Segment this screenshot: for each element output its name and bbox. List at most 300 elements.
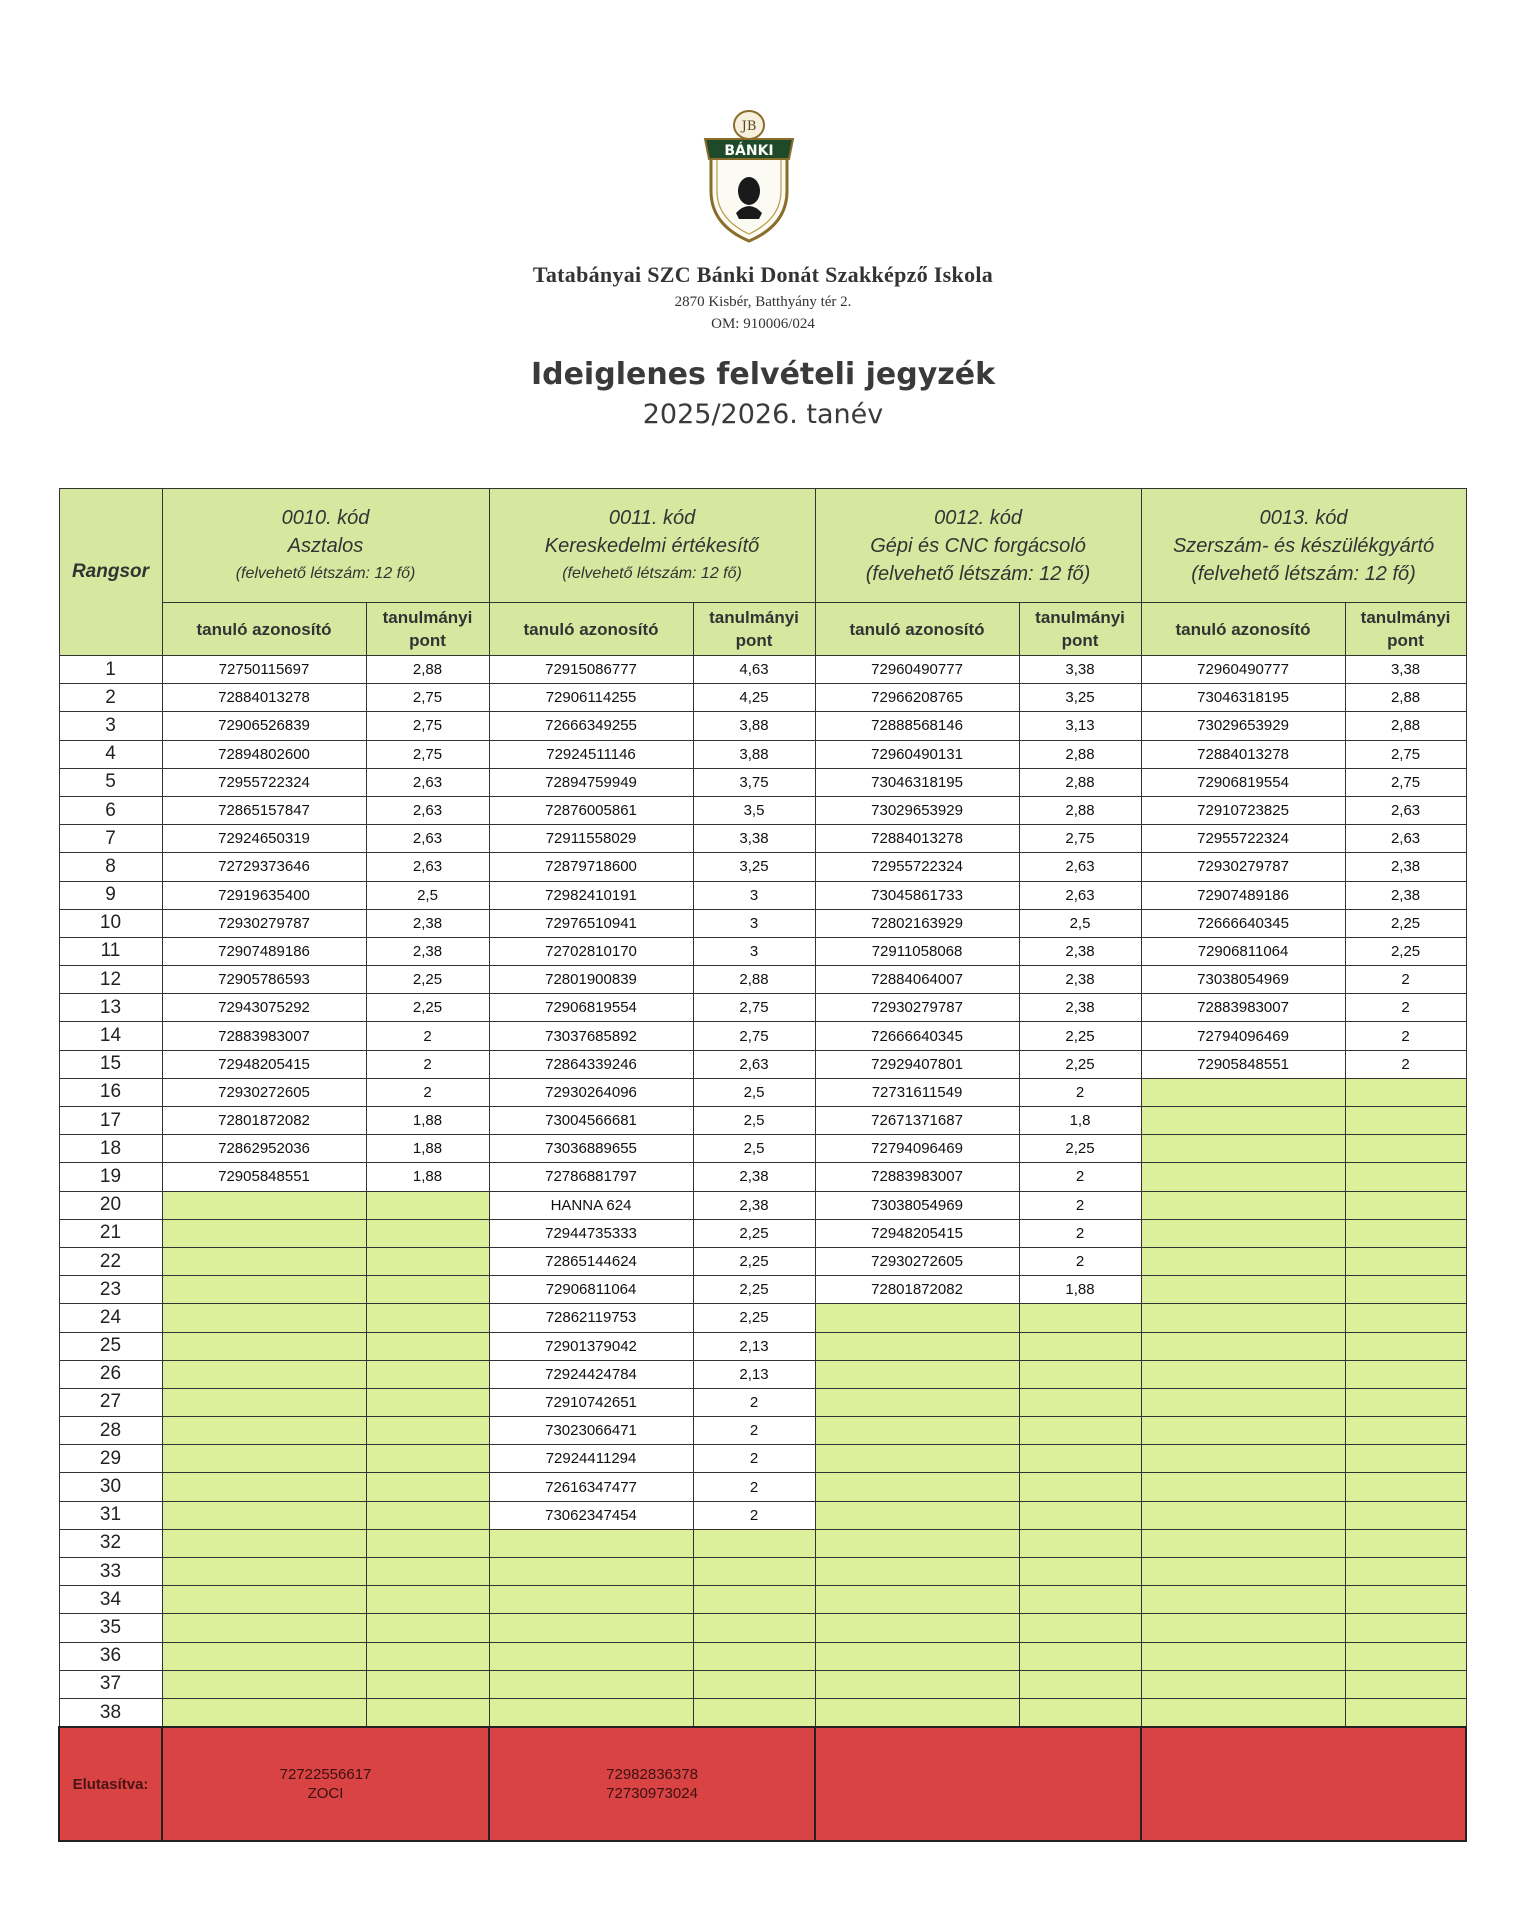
score-cell: 2,25: [1345, 937, 1466, 965]
student-id-cell: 73029653929: [815, 796, 1019, 824]
program-header-0013: [1141, 489, 1466, 603]
score-cell: [366, 1642, 489, 1670]
score-cell: 2,38: [693, 1191, 815, 1219]
rejected-label: Elutasítva:: [59, 1727, 162, 1841]
rank-cell: 22: [59, 1247, 162, 1275]
score-cell: [1019, 1417, 1141, 1445]
score-cell: 2,75: [693, 1022, 815, 1050]
student-id-cell: HANNA 624: [489, 1191, 693, 1219]
rank-cell: 12: [59, 966, 162, 994]
score-cell: 2,75: [693, 994, 815, 1022]
rank-header: Rangsor: [59, 489, 162, 656]
student-id-cell: [815, 1670, 1019, 1698]
student-id-cell: 72924511146: [489, 740, 693, 768]
rank-cell: 24: [59, 1304, 162, 1332]
student-id-cell: 72864339246: [489, 1050, 693, 1078]
table-row: [59, 966, 1466, 994]
student-id-header: tanuló azonosító: [162, 603, 366, 656]
student-id-cell: 72955722324: [1141, 825, 1345, 853]
score-cell: [1345, 1078, 1466, 1106]
student-id-cell: [162, 1276, 366, 1304]
student-id-cell: [162, 1417, 366, 1445]
student-id-cell: 73046318195: [1141, 684, 1345, 712]
rank-cell: 10: [59, 909, 162, 937]
student-id-cell: 72955722324: [162, 768, 366, 796]
score-cell: 2: [1345, 966, 1466, 994]
score-cell: [366, 1417, 489, 1445]
student-id-cell: 72884013278: [815, 825, 1019, 853]
student-id-cell: 72910723825: [1141, 796, 1345, 824]
score-cell: [1345, 1417, 1466, 1445]
student-id-cell: 72801872082: [162, 1107, 366, 1135]
rejected-cell: [815, 1727, 1141, 1841]
table-row: [59, 909, 1466, 937]
score-cell: 2: [693, 1445, 815, 1473]
program-name: Asztalos: [287, 534, 364, 557]
score-cell: [1345, 1614, 1466, 1642]
score-cell: 2: [693, 1388, 815, 1416]
program-header-0012: [815, 489, 1141, 603]
table-row: [59, 881, 1466, 909]
rank-cell: 7: [59, 825, 162, 853]
student-id-cell: 73038054969: [1141, 966, 1345, 994]
score-cell: 3,25: [693, 853, 815, 881]
program-name: Gépi és CNC forgácsoló: [870, 534, 1086, 557]
score-cell: 2: [693, 1473, 815, 1501]
score-cell: [1345, 1332, 1466, 1360]
score-cell: [1019, 1670, 1141, 1698]
score-cell: 2,13: [693, 1360, 815, 1388]
rank-cell: 20: [59, 1191, 162, 1219]
student-id-cell: [815, 1304, 1019, 1332]
student-id-cell: [815, 1698, 1019, 1727]
score-cell: 2,38: [1019, 937, 1141, 965]
student-id-cell: [1141, 1529, 1345, 1557]
table-row: [59, 1360, 1466, 1388]
score-cell: 2: [366, 1022, 489, 1050]
score-cell: 2,88: [693, 966, 815, 994]
score-cell: 2: [1019, 1219, 1141, 1247]
student-id-cell: [489, 1558, 693, 1586]
student-id-cell: [162, 1247, 366, 1275]
student-id-cell: [162, 1360, 366, 1388]
student-id-cell: [1141, 1473, 1345, 1501]
rank-cell: 1: [59, 656, 162, 684]
score-cell: 3,38: [1019, 656, 1141, 684]
rejected-cell: [162, 1727, 489, 1841]
score-cell: [1345, 1107, 1466, 1135]
student-id-cell: 72794096469: [815, 1135, 1019, 1163]
student-id-cell: 72915086777: [489, 656, 693, 684]
table-row: [59, 1445, 1466, 1473]
program-name: Szerszám- és készülékgyártó: [1172, 534, 1435, 557]
table-row: [59, 712, 1466, 740]
student-id-cell: 72894759949: [489, 768, 693, 796]
score-cell: 2,63: [366, 853, 489, 881]
score-cell: 2: [1019, 1163, 1141, 1191]
score-cell: 2: [693, 1501, 815, 1529]
table-row: [59, 1501, 1466, 1529]
score-cell: 2,75: [366, 684, 489, 712]
student-id-cell: 72907489186: [1141, 881, 1345, 909]
student-id-cell: 72883983007: [1141, 994, 1345, 1022]
score-cell: 2,13: [693, 1332, 815, 1360]
score-cell: [693, 1670, 815, 1698]
table-row: [59, 1191, 1466, 1219]
student-id-cell: [1141, 1276, 1345, 1304]
score-cell: [1345, 1642, 1466, 1670]
score-cell: 1,88: [1019, 1276, 1141, 1304]
score-cell: 2,38: [1345, 881, 1466, 909]
table-row: [59, 1078, 1466, 1106]
student-id-cell: 72924411294: [489, 1445, 693, 1473]
program-capacity: (felvehető létszám: 12 fő): [235, 564, 416, 582]
student-id-cell: 72960490777: [815, 656, 1019, 684]
rejected-row: [59, 1727, 1466, 1841]
student-id-cell: [162, 1529, 366, 1557]
student-id-cell: [1141, 1642, 1345, 1670]
score-cell: 2,38: [1019, 966, 1141, 994]
student-id-cell: 72905848551: [1141, 1050, 1345, 1078]
student-id-cell: 72930272605: [162, 1078, 366, 1106]
score-cell: [1345, 1219, 1466, 1247]
score-cell: [1345, 1473, 1466, 1501]
score-cell: [693, 1614, 815, 1642]
score-cell: 2,25: [366, 966, 489, 994]
student-id-cell: 72943075292: [162, 994, 366, 1022]
score-cell: 4,63: [693, 656, 815, 684]
score-cell: 3,13: [1019, 712, 1141, 740]
student-id-cell: [162, 1558, 366, 1586]
student-id-cell: 72976510941: [489, 909, 693, 937]
score-cell: [1345, 1670, 1466, 1698]
rank-cell: 23: [59, 1276, 162, 1304]
score-header: tanulmányi pont: [366, 603, 489, 656]
score-cell: 2,25: [366, 994, 489, 1022]
student-id-cell: 72960490131: [815, 740, 1019, 768]
student-id-cell: 73038054969: [815, 1191, 1019, 1219]
score-cell: [366, 1473, 489, 1501]
student-id-cell: [1141, 1501, 1345, 1529]
student-id-cell: 72960490777: [1141, 656, 1345, 684]
score-cell: 2,5: [366, 881, 489, 909]
score-cell: 2,25: [693, 1247, 815, 1275]
student-id-cell: 72888568146: [815, 712, 1019, 740]
admission-table: [58, 488, 1467, 1842]
score-cell: 2,38: [366, 909, 489, 937]
score-cell: 1,8: [1019, 1107, 1141, 1135]
student-id-cell: 72955722324: [815, 853, 1019, 881]
score-cell: 2,63: [366, 825, 489, 853]
student-id-cell: [489, 1614, 693, 1642]
score-cell: [1019, 1614, 1141, 1642]
student-id-cell: 72884013278: [162, 684, 366, 712]
student-id-cell: 72966208765: [815, 684, 1019, 712]
score-cell: [1345, 1558, 1466, 1586]
student-id-cell: 72911058068: [815, 937, 1019, 965]
score-cell: 2: [693, 1417, 815, 1445]
score-cell: 2,75: [1019, 825, 1141, 853]
score-cell: 2,5: [693, 1107, 815, 1135]
student-id-cell: [489, 1529, 693, 1557]
student-id-cell: 72930279787: [815, 994, 1019, 1022]
student-id-cell: 72906526839: [162, 712, 366, 740]
student-id-cell: 72883983007: [815, 1163, 1019, 1191]
score-cell: [366, 1332, 489, 1360]
score-cell: 2,38: [693, 1163, 815, 1191]
score-cell: 3,25: [1019, 684, 1141, 712]
student-id-cell: 72894802600: [162, 740, 366, 768]
table-row: [59, 994, 1466, 1022]
rank-cell: 19: [59, 1163, 162, 1191]
score-cell: 2,63: [693, 1050, 815, 1078]
table-row: [59, 1276, 1466, 1304]
score-cell: [366, 1191, 489, 1219]
student-id-cell: [162, 1388, 366, 1416]
score-cell: 2,88: [1019, 768, 1141, 796]
student-id-cell: 72930279787: [162, 909, 366, 937]
score-cell: 2,25: [1019, 1050, 1141, 1078]
student-id-cell: [1141, 1417, 1345, 1445]
score-cell: 2: [366, 1050, 489, 1078]
score-cell: 2,88: [1345, 712, 1466, 740]
student-id-cell: 72930272605: [815, 1247, 1019, 1275]
student-id-cell: 72924424784: [489, 1360, 693, 1388]
table-row: [59, 1022, 1466, 1050]
score-cell: [366, 1529, 489, 1557]
score-cell: 2,25: [693, 1304, 815, 1332]
rank-cell: 33: [59, 1558, 162, 1586]
score-cell: [1019, 1445, 1141, 1473]
score-cell: 2,88: [1019, 796, 1141, 824]
rank-cell: 36: [59, 1642, 162, 1670]
student-id-cell: 72919635400: [162, 881, 366, 909]
program-code: 0011. kód: [608, 506, 696, 529]
student-id-cell: [162, 1698, 366, 1727]
score-cell: [1019, 1558, 1141, 1586]
rank-cell: 21: [59, 1219, 162, 1247]
student-id-cell: 72905848551: [162, 1163, 366, 1191]
rank-cell: 11: [59, 937, 162, 965]
score-cell: 2,88: [366, 656, 489, 684]
score-cell: 2,25: [693, 1276, 815, 1304]
student-id-cell: [162, 1445, 366, 1473]
student-id-cell: 72948205415: [815, 1219, 1019, 1247]
score-cell: 2: [1019, 1191, 1141, 1219]
student-id-cell: 72982410191: [489, 881, 693, 909]
student-id-cell: 72729373646: [162, 853, 366, 881]
school-year: 2025/2026. tanév: [642, 399, 884, 430]
student-id-cell: [1141, 1558, 1345, 1586]
table-row: [59, 1050, 1466, 1078]
student-id-cell: [815, 1360, 1019, 1388]
student-id-cell: [1141, 1107, 1345, 1135]
score-cell: 2,88: [1019, 740, 1141, 768]
student-id-cell: 73045861733: [815, 881, 1019, 909]
student-id-cell: [1141, 1670, 1345, 1698]
score-cell: [1345, 1163, 1466, 1191]
student-id-cell: 72884013278: [1141, 740, 1345, 768]
student-id-cell: [489, 1586, 693, 1614]
student-id-cell: 72906819554: [1141, 768, 1345, 796]
student-id-cell: [815, 1529, 1019, 1557]
student-id-cell: [1141, 1614, 1345, 1642]
score-cell: [366, 1247, 489, 1275]
program-code: 0013. kód: [1259, 506, 1348, 529]
score-cell: 3,38: [1345, 656, 1466, 684]
rejected-entry: ZOCI: [307, 1785, 344, 1803]
table-row: [59, 1247, 1466, 1275]
score-cell: [1345, 1586, 1466, 1614]
logo-text: BÁNKI: [724, 143, 774, 159]
rank-cell: 34: [59, 1586, 162, 1614]
student-id-cell: [162, 1614, 366, 1642]
student-id-cell: [1141, 1445, 1345, 1473]
rank-cell: 37: [59, 1670, 162, 1698]
table-row: [59, 1529, 1466, 1557]
student-id-cell: 73004566681: [489, 1107, 693, 1135]
table-row: [59, 740, 1466, 768]
student-id-cell: 72666640345: [1141, 909, 1345, 937]
student-id-cell: [489, 1698, 693, 1727]
student-id-cell: [162, 1332, 366, 1360]
rejected-entry: 72722556617: [279, 1766, 372, 1784]
rank-cell: 14: [59, 1022, 162, 1050]
score-cell: 2,25: [1345, 909, 1466, 937]
score-cell: [693, 1642, 815, 1670]
score-cell: [1345, 1360, 1466, 1388]
rank-cell: 27: [59, 1388, 162, 1416]
score-cell: 2,25: [1019, 1135, 1141, 1163]
table-row: [59, 684, 1466, 712]
rank-cell: 16: [59, 1078, 162, 1106]
table-row: [59, 1642, 1466, 1670]
student-id-cell: 72865144624: [489, 1247, 693, 1275]
score-cell: 1,88: [366, 1135, 489, 1163]
student-id-cell: 72930279787: [1141, 853, 1345, 881]
student-id-header: tanuló azonosító: [489, 603, 693, 656]
table-row: [59, 1558, 1466, 1586]
student-id-cell: 72911558029: [489, 825, 693, 853]
rank-cell: 30: [59, 1473, 162, 1501]
student-id-cell: [162, 1191, 366, 1219]
score-cell: 2: [1345, 1050, 1466, 1078]
score-cell: 2,5: [1019, 909, 1141, 937]
score-cell: 2,63: [1019, 881, 1141, 909]
student-id-cell: 72930264096: [489, 1078, 693, 1106]
student-id-cell: [1141, 1360, 1345, 1388]
score-cell: 3: [693, 909, 815, 937]
score-cell: 3: [693, 881, 815, 909]
table-row: [59, 1332, 1466, 1360]
rank-cell: 28: [59, 1417, 162, 1445]
student-id-cell: [815, 1586, 1019, 1614]
score-cell: 2: [1019, 1078, 1141, 1106]
student-id-cell: 73036889655: [489, 1135, 693, 1163]
score-cell: 2,75: [366, 740, 489, 768]
score-cell: 2: [1345, 1022, 1466, 1050]
school-logo: [703, 103, 795, 243]
student-id-cell: [489, 1642, 693, 1670]
student-id-cell: 73023066471: [489, 1417, 693, 1445]
logo-monogram: JB: [741, 119, 757, 134]
table-row: [59, 1698, 1466, 1727]
table-row: [59, 1304, 1466, 1332]
student-id-cell: 72794096469: [1141, 1022, 1345, 1050]
score-cell: 2,25: [693, 1219, 815, 1247]
student-id-cell: [1141, 1332, 1345, 1360]
rank-cell: 38: [59, 1698, 162, 1727]
student-id-cell: 72802163929: [815, 909, 1019, 937]
program-code: 0010. kód: [281, 506, 370, 529]
student-id-cell: 72944735333: [489, 1219, 693, 1247]
score-cell: [366, 1670, 489, 1698]
rank-cell: 18: [59, 1135, 162, 1163]
score-cell: [366, 1304, 489, 1332]
document-title: Ideiglenes felvételi jegyzék: [530, 357, 996, 392]
student-id-cell: 72901379042: [489, 1332, 693, 1360]
rank-cell: 15: [59, 1050, 162, 1078]
table-row: [59, 825, 1466, 853]
score-cell: [1019, 1586, 1141, 1614]
score-cell: [1345, 1388, 1466, 1416]
rejected-cell: [489, 1727, 815, 1841]
score-header: tanulmányi pont: [693, 603, 815, 656]
score-cell: 1,88: [366, 1107, 489, 1135]
score-cell: 2,38: [1345, 853, 1466, 881]
student-id-cell: 72929407801: [815, 1050, 1019, 1078]
student-id-cell: [162, 1219, 366, 1247]
student-id-cell: 73046318195: [815, 768, 1019, 796]
program-header-0011: [489, 489, 815, 603]
program-capacity: (felvehető létszám: 12 fő): [1191, 562, 1416, 585]
score-cell: 2,63: [366, 768, 489, 796]
student-id-cell: 72862119753: [489, 1304, 693, 1332]
student-id-cell: [1141, 1388, 1345, 1416]
score-cell: [1019, 1642, 1141, 1670]
rank-cell: 31: [59, 1501, 162, 1529]
score-cell: 2,5: [693, 1135, 815, 1163]
score-cell: 2,25: [1019, 1022, 1141, 1050]
student-id-cell: 72750115697: [162, 656, 366, 684]
program-header-0010: [162, 489, 489, 603]
score-cell: [1345, 1445, 1466, 1473]
table-row: [59, 937, 1466, 965]
rejected-entry: 72982836378: [606, 1766, 698, 1784]
score-cell: [366, 1698, 489, 1727]
student-id-cell: 72905786593: [162, 966, 366, 994]
score-header: tanulmányi pont: [1345, 603, 1466, 656]
student-id-cell: 72906819554: [489, 994, 693, 1022]
rejected-cell: [1141, 1727, 1466, 1841]
score-cell: 3,38: [693, 825, 815, 853]
rank-cell: 8: [59, 853, 162, 881]
student-id-cell: [1141, 1191, 1345, 1219]
score-cell: 3,75: [693, 768, 815, 796]
student-id-header: tanuló azonosító: [815, 603, 1019, 656]
student-id-cell: 72801900839: [489, 966, 693, 994]
score-cell: 2,38: [366, 937, 489, 965]
rank-cell: 6: [59, 796, 162, 824]
student-id-cell: [815, 1501, 1019, 1529]
score-cell: [693, 1558, 815, 1586]
score-cell: 2,38: [1019, 994, 1141, 1022]
student-id-cell: [1141, 1135, 1345, 1163]
student-id-cell: [162, 1586, 366, 1614]
program-name: Kereskedelmi értékesítő: [544, 534, 760, 557]
rank-cell: 3: [59, 712, 162, 740]
student-id-cell: 72876005861: [489, 796, 693, 824]
